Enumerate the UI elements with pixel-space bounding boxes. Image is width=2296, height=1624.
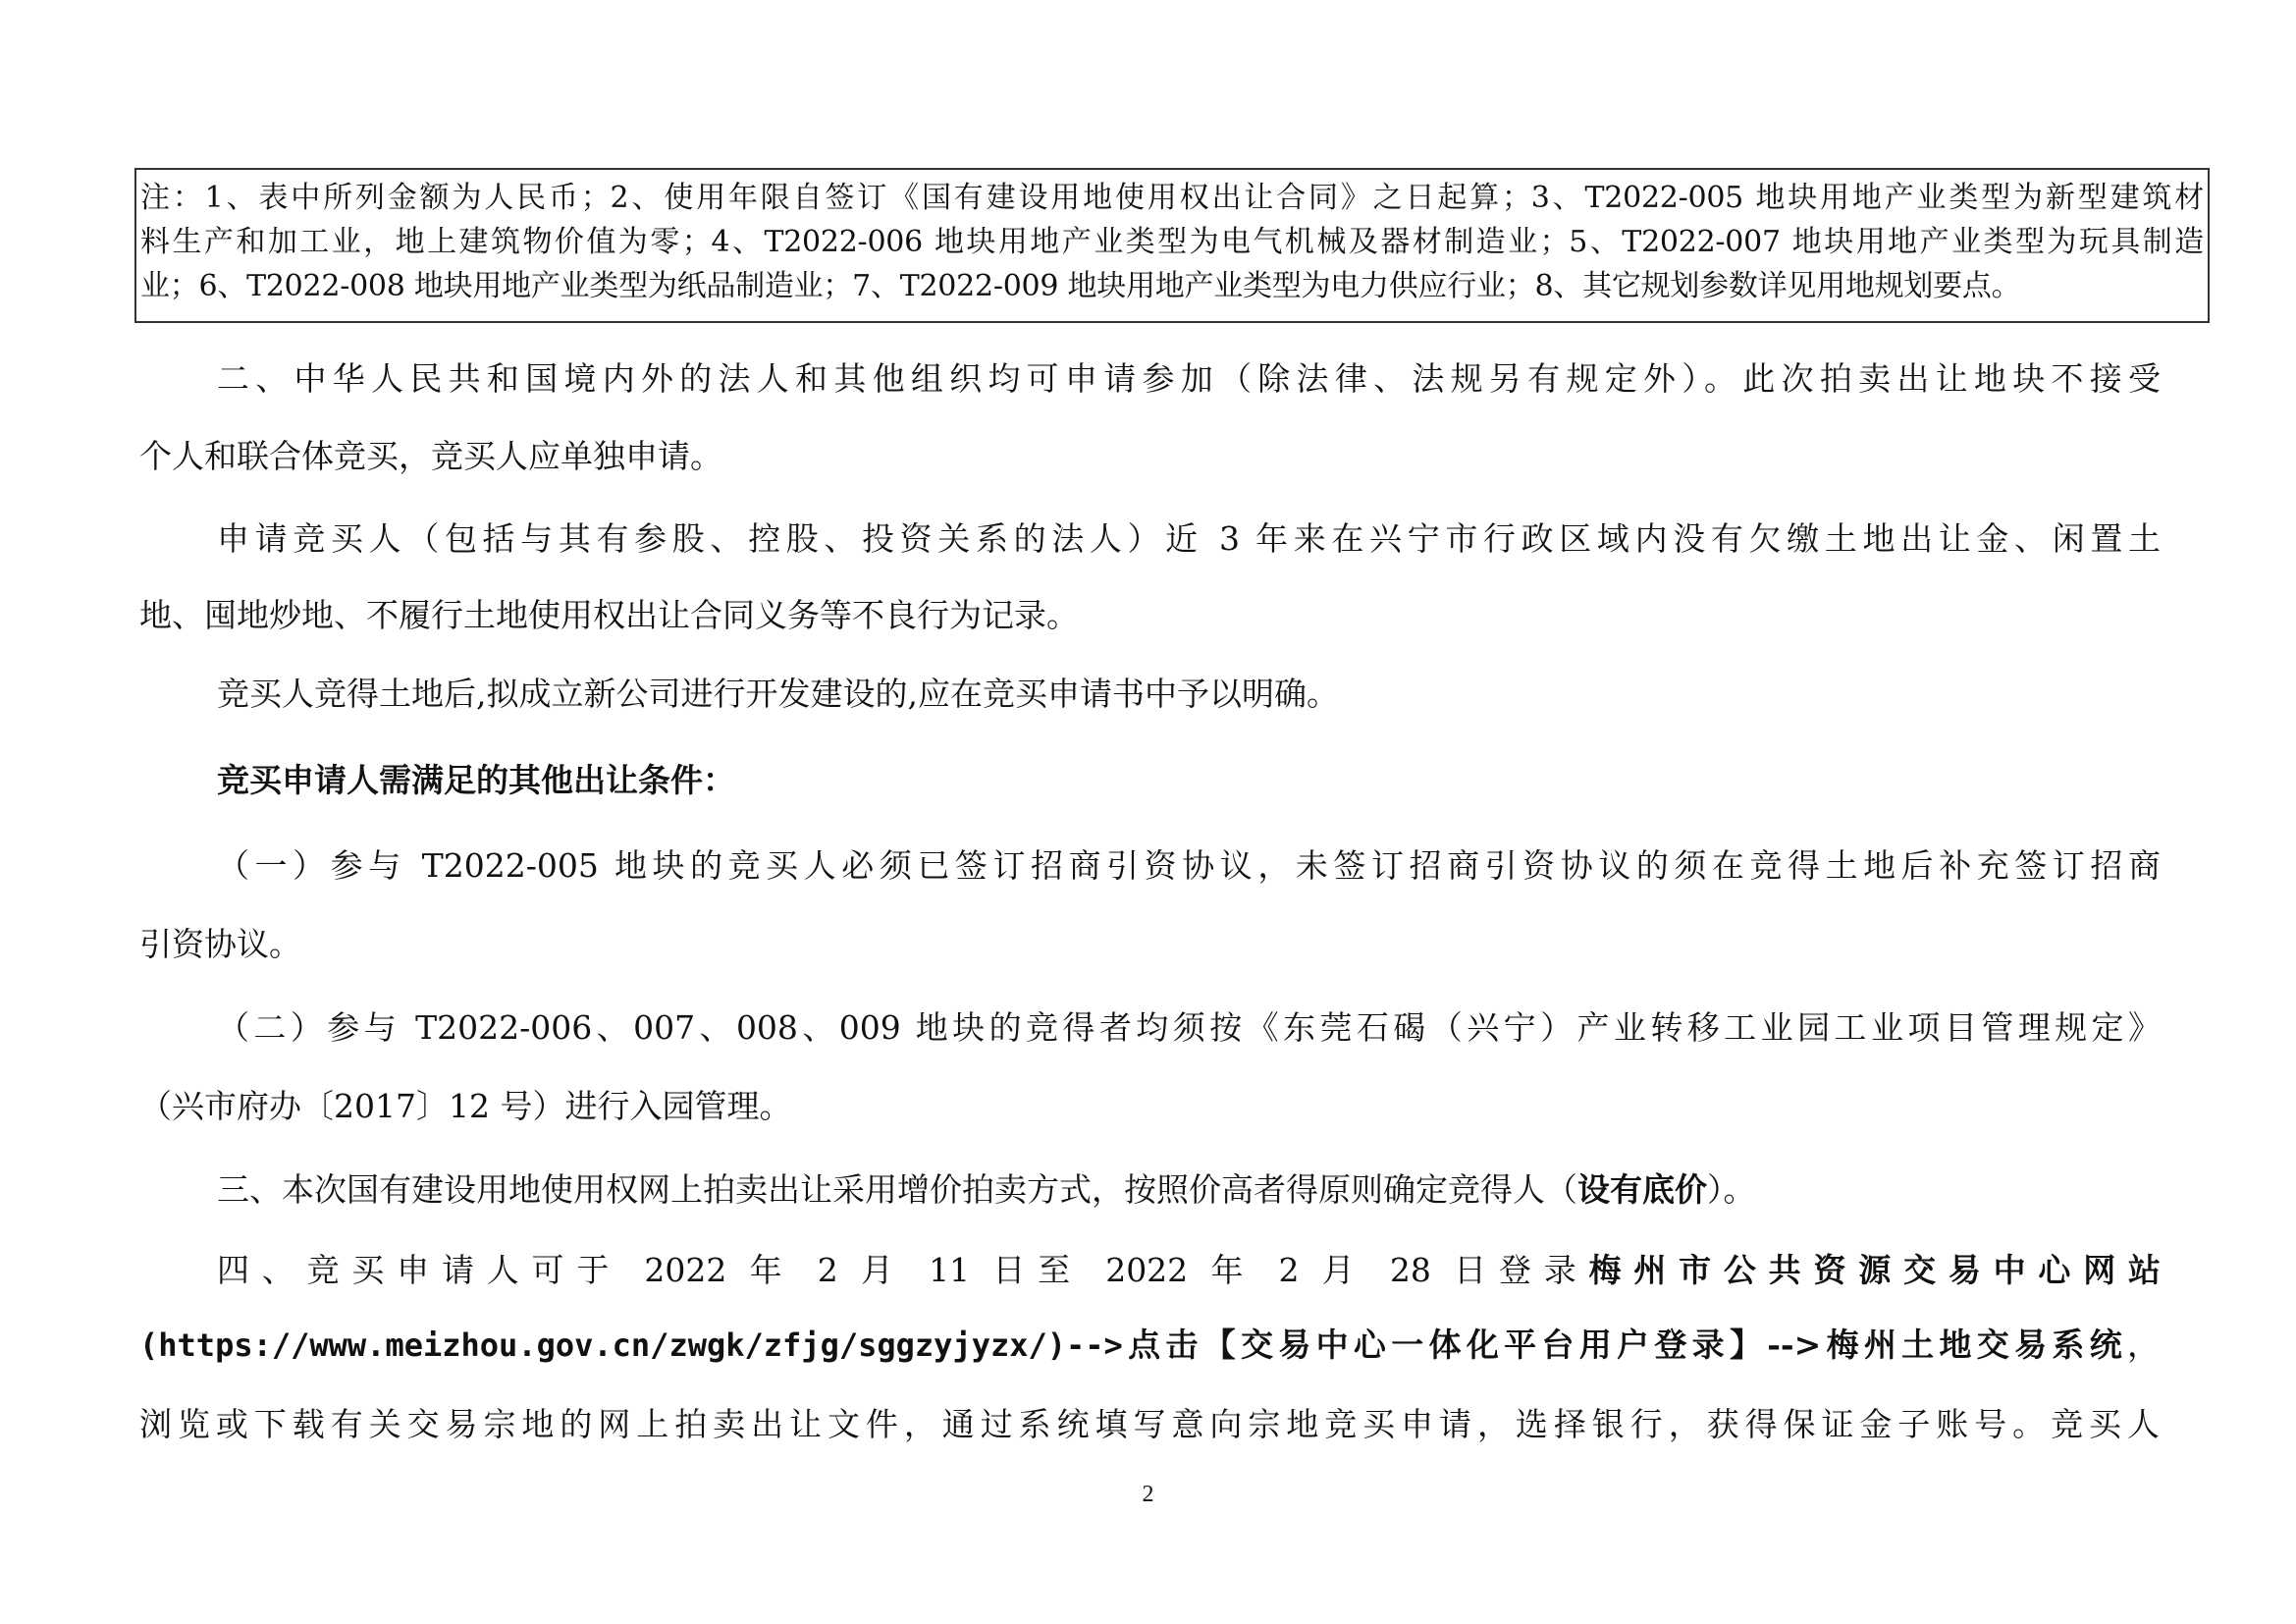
condition1-line2: 引资协议。	[139, 925, 301, 963]
login-path: 点击【交易中心一体化平台用户登录】-->梅州土地交易系统	[1122, 1326, 2127, 1364]
section3	[217, 1168, 1756, 1212]
conditions-heading: 竞买申请人需满足的其他出让条件：	[217, 761, 735, 799]
section2-line1: 二、中华人民共和国境内外的法人和其他组织均可申请参加（除法律、法规另有规定外）。此次拍卖出让地块不接受	[217, 359, 2161, 398]
site-url: (https://www.meizhou.gov.cn/zwgk/zfjg/sggzyjyzx/)-->	[139, 1326, 1123, 1364]
section3-bold: 设有底价	[1577, 1170, 1707, 1209]
note-line: 注：1、表中所列金额为人民币；2、使用年限自签订《国有建设用地使用权出让合同》之日起算；3、T2022-005 地块用地产业类型为新型建筑材	[140, 181, 2204, 215]
section3-end: ）。	[1707, 1170, 1756, 1209]
condition2-line1: （二）参与 T2022-006、007、008、009 地块的竞得者均须按《东莞石碣（兴宁）产业转移工业园工业项目管理规定》	[217, 1008, 2161, 1047]
page-number: 2	[1142, 1482, 1154, 1507]
section4-line2	[139, 1324, 2160, 1367]
section4-line3: 浏览或下载有关交易宗地的网上拍卖出让文件，通过系统填写意向宗地竞买申请，选择银行，获得保证金子账号。竞买人	[139, 1405, 2160, 1443]
record-line1: 申请竞买人（包括与其有参股、控股、投资关系的法人）近 3 年来在兴宁市行政区域内没有欠缴土地出让金、闲置土	[217, 519, 2161, 558]
condition2-line2: （兴市府办〔2017〕12 号）进行入园管理。	[139, 1087, 792, 1125]
site-name: 梅州市公共资源交易中心网站	[1588, 1251, 2161, 1289]
section4-line1-text: 四、竞买申请人可于 2022 年 2 月 11 日至 2022 年 2 月 28 日登录	[217, 1251, 1589, 1289]
section4-line2-end: ，	[2127, 1326, 2160, 1364]
section3-text: 三、本次国有建设用地使用权网上拍卖出让采用增价拍卖方式，按照价高者得原则确定竞得人（	[217, 1170, 1577, 1209]
condition1-line1: （一）参与 T2022-005 地块的竞买人必须已签订招商引资协议，未签订招商引资协议的须在竞得土地后补充签订招商	[217, 846, 2161, 885]
note-line: 料生产和加工业，地上建筑物价值为零；4、T2022-006 地块用地产业类型为电气机械及器材制造业；5、T2022-007 地块用地产业类型为玩具制造	[140, 225, 2204, 259]
note-box	[134, 168, 2210, 323]
record-line2: 地、囤地炒地、不履行土地使用权出让合同义务等不良行为记录。	[139, 596, 1079, 634]
note-line: 业；6、T2022-008 地块用地产业类型为纸品制造业；7、T2022-009 地块用地产业类型为电力供应行业；8、其它规划参数详见用地规划要点。	[140, 269, 2021, 303]
company-paragraph: 竞买人竞得土地后,拟成立新公司进行开发建设的,应在竞买申请书中予以明确。	[217, 675, 1339, 713]
section4-line1	[217, 1249, 2161, 1292]
section2-line2: 个人和联合体竞买，竞买人应单独申请。	[139, 437, 722, 475]
